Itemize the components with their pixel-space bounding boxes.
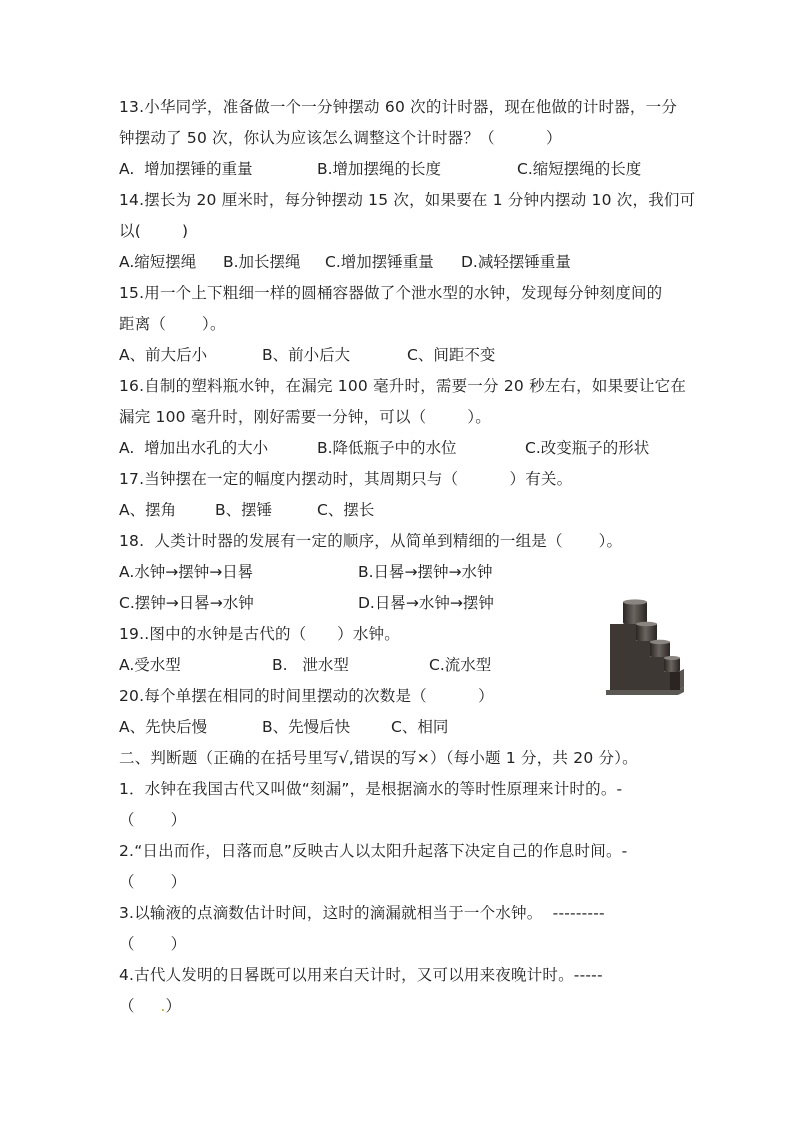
option-c: C.增加摆锤重量 xyxy=(325,253,434,271)
question-14-line-2: 以( ) xyxy=(119,222,189,240)
option-d: D.日晷→水钟→摆钟 xyxy=(358,594,494,612)
question-18-options-row-1 xyxy=(119,561,679,583)
question-17-line-1: 17.当钟摆在一定的幅度内摆动时，其周期只与（ ）有关。 xyxy=(119,470,573,488)
question-14-options xyxy=(119,251,679,273)
section-2-heading: 二、判断题（正确的在括号里写√,错误的写×）（每小题 1 分，共 20 分）。 xyxy=(119,749,638,767)
option-b: B、先慢后快 xyxy=(262,718,351,736)
judge-item-1: 1．水钟在我国古代又叫做“刻漏”，是根据滴水的等时性原理来计时的。- xyxy=(119,780,623,798)
option-c: C.改变瓶子的形状 xyxy=(525,439,650,457)
option-b: B.降低瓶子中的水位 xyxy=(317,439,457,457)
judge-item-4: 4.古代人发明的日晷既可以用来白天计时，又可以用来夜晚计时。----- xyxy=(119,966,603,984)
question-14-line-1: 14.摆长为 20 厘米时，每分钟摆动 15 次，如果要在 1 分钟内摆动 10 次，我们可 xyxy=(119,191,696,209)
water-clock-image xyxy=(606,598,686,695)
option-a: A.水钟→摆钟→日晷 xyxy=(119,563,254,581)
judge-item-2-answer: （ ） xyxy=(119,873,187,891)
option-c: C.摆钟→日晷→水钟 xyxy=(119,594,254,612)
question-13-line-2: 钟摆动了 50 次，你认为应该怎么调整这个计时器？（ ） xyxy=(119,129,562,147)
option-c: C.缩短摆绳的长度 xyxy=(517,160,642,178)
answer-dot: . xyxy=(160,997,166,1015)
option-b: B、前小后大 xyxy=(262,346,351,364)
option-a: A. 增加摆锤的重量 xyxy=(119,160,253,178)
question-15-options xyxy=(119,344,679,366)
option-b: B.加长摆绳 xyxy=(223,253,301,271)
option-a: A、先快后慢 xyxy=(119,718,208,736)
answer-close: ） xyxy=(165,997,182,1015)
judge-item-3: 3.以输液的点滴数估计时间，这时的滴漏就相当于一个水钟。 --------- xyxy=(119,904,605,922)
option-b: B、摆锤 xyxy=(215,501,273,519)
question-19-options xyxy=(119,654,679,676)
option-b: B.增加摆绳的长度 xyxy=(317,160,442,178)
question-16-line-1: 16.自制的塑料瓶水钟，在漏完 100 毫升时，需要一分 20 秒左右，如果要让它在 xyxy=(119,377,687,395)
question-13-options xyxy=(119,158,679,180)
option-a: A. 增加出水孔的大小 xyxy=(119,439,269,457)
judge-item-1-answer: （ ） xyxy=(119,811,187,829)
question-16-options xyxy=(119,437,679,459)
question-20-options xyxy=(119,716,679,738)
option-c: C、相同 xyxy=(391,718,449,736)
question-19-line-1: 19..图中的水钟是古代的（ ）水钟。 xyxy=(119,625,400,643)
question-16-line-2: 漏完 100 毫升时，刚好需要一分钟，可以（ ）。 xyxy=(119,408,492,426)
question-18-line-1: 18. 人类计时器的发展有一定的顺序，从简单到精细的一组是（ ）。 xyxy=(119,532,623,550)
option-a: A.缩短摆绳 xyxy=(119,253,197,271)
option-d: D.减轻摆锤重量 xyxy=(461,253,571,271)
option-b: B.日晷→摆钟→水钟 xyxy=(358,563,493,581)
option-a: A.受水型 xyxy=(119,656,181,674)
option-a: A、摆角 xyxy=(119,501,177,519)
question-13-line-1: 13.小华同学，准备做一个一分钟摆动 60 次的计时器，现在他做的计时器，一分 xyxy=(119,98,678,116)
question-15-line-1: 15.用一个上下粗细一样的圆桶容器做了个泄水型的水钟，发现每分钟刻度间的 xyxy=(119,284,663,302)
judge-item-2: 2.“日出而作，日落而息”反映古人以太阳升起落下决定自己的作息时间。- xyxy=(119,842,628,860)
option-c: C、间距不变 xyxy=(407,346,496,364)
answer-open: （ xyxy=(119,997,161,1015)
option-c: C、摆长 xyxy=(317,501,375,519)
judge-item-4-answer xyxy=(119,995,679,1017)
judge-item-3-answer: （ ） xyxy=(119,935,187,953)
question-18-options-row-2 xyxy=(119,592,679,614)
option-a: A、前大后小 xyxy=(119,346,208,364)
option-c: C.流水型 xyxy=(429,656,492,674)
question-20-line-1: 20.每个单摆在相同的时间里摆动的次数是（ ） xyxy=(119,687,494,705)
question-17-options xyxy=(119,499,679,521)
option-b: B. 泄水型 xyxy=(272,656,349,674)
question-15-line-2: 距离（ ）。 xyxy=(119,315,226,333)
